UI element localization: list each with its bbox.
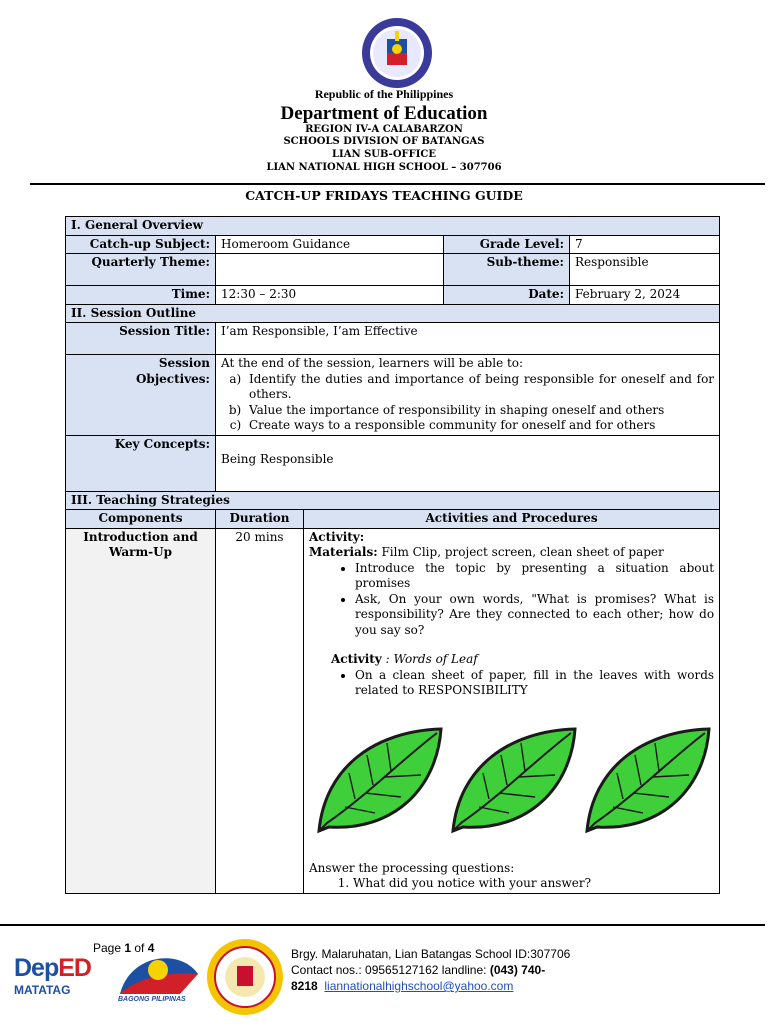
time-label: Time: <box>66 286 216 305</box>
session-title-label: Session Title: <box>66 323 216 355</box>
landline-number-end: 8218 <box>291 979 318 993</box>
activity2-bullet: • On a clean sheet of paper, fill in the leaves with words related to RESPONSIBILITY <box>355 668 714 699</box>
page-prefix: Page <box>93 941 125 955</box>
header-country: Republic of the Philippines <box>314 87 454 101</box>
matatag-logo-text: MATATAG <box>14 983 71 997</box>
footer-contact-2 <box>291 978 570 994</box>
activity-bullet: • Ask, On your own words, "What is promises? What is responsibility? Are they connected to each other; how do you say so? <box>355 592 714 639</box>
grade-label: Grade Level: <box>444 235 570 254</box>
footer-divider <box>0 924 765 926</box>
footer-contact <box>291 962 570 978</box>
objective-item: a. Identify the duties and importance of being responsible for oneself and for others. <box>245 372 714 403</box>
header-department: Department of Education <box>280 103 488 124</box>
subtheme-value: Responsible <box>570 254 720 286</box>
activity-bullet: • Introduce the topic by presenting a situation about promises <box>355 561 714 592</box>
contact-numbers: Contact nos.: 09565127162 landline: <box>291 963 490 977</box>
theme-value <box>216 254 444 286</box>
activity-label: Activity: <box>309 529 365 544</box>
deped-seal-icon <box>361 17 433 89</box>
activity2-bullets <box>309 668 714 699</box>
key-concepts-value: Being Responsible <box>216 435 720 491</box>
section-session-outline: II. Session Outline <box>66 304 720 323</box>
objective-item: c. Create ways to a responsible community for oneself and for others <box>245 418 714 434</box>
component-cell: Introduction and Warm-Up <box>66 528 216 893</box>
processing-questions <box>309 876 714 892</box>
subject-value: Homeroom Guidance <box>216 235 444 254</box>
header-region: REGION IV-A CALABARZON <box>305 124 463 135</box>
page-total: 4 <box>147 941 155 955</box>
landline-number: (043) 740- <box>489 963 546 977</box>
activity2-label: Activity <box>331 652 382 666</box>
materials-line <box>309 545 714 561</box>
processing-question: 1. What did you notice with your answer? <box>353 876 714 892</box>
school-seal-icon <box>206 938 284 1016</box>
email-link[interactable]: liannationalhighschool@yahoo.com <box>324 979 514 993</box>
theme-label: Quarterly Theme: <box>66 254 216 286</box>
subject-label: Catch-up Subject: <box>66 235 216 254</box>
processing-intro: Answer the processing questions: <box>309 860 515 875</box>
page-current: 1 <box>124 941 132 955</box>
activity2-sep: : <box>381 652 394 666</box>
objectives-list <box>221 372 714 434</box>
objectives-label-line-1: Session <box>158 356 210 370</box>
date-label: Date: <box>444 286 570 305</box>
key-concepts-label: Key Concepts: <box>66 435 216 491</box>
deped-logo-ed: ED <box>58 954 91 982</box>
date-value: February 2, 2024 <box>570 286 720 305</box>
activities-cell <box>304 528 720 893</box>
bagong-pilipinas-text: BAGONG PILIPINAS <box>118 996 186 1003</box>
document-title: CATCH-UP FRIDAYS TEACHING GUIDE <box>245 188 523 203</box>
materials-value: Film Clip, project screen, clean sheet of paper <box>381 545 664 559</box>
header-school: LIAN NATIONAL HIGH SCHOOL – 307706 <box>266 162 502 173</box>
page-sep: of <box>131 941 148 955</box>
header-division: SCHOOLS DIVISION OF BATANGAS <box>283 136 485 147</box>
deped-logo-dep: Dep <box>14 954 59 982</box>
subtheme-label: Sub-theme: <box>444 254 570 286</box>
leaf-icon <box>583 727 713 835</box>
activity2-line <box>309 652 714 668</box>
col-header-activities: Activities and Procedures <box>304 510 720 529</box>
objectives-cell <box>216 355 720 436</box>
col-header-duration: Duration <box>216 510 304 529</box>
section-teaching-strategies: III. Teaching Strategies <box>66 491 720 510</box>
leaves-row <box>315 727 714 835</box>
teaching-guide-table <box>65 216 720 894</box>
session-title-value: I’am Responsible, I’am Effective <box>216 323 720 355</box>
section-general-overview: I. General Overview <box>66 217 720 236</box>
activity2-title: Words of Leaf <box>393 652 478 666</box>
leaf-icon <box>315 727 445 835</box>
materials-label: Materials: <box>309 545 378 559</box>
footer-address-block <box>291 946 570 994</box>
objectives-label <box>66 355 216 436</box>
objectives-label-line-2: Objectives: <box>135 371 210 386</box>
objectives-intro: At the end of the session, learners will be able to: <box>221 356 524 370</box>
footer-address: Brgy. Malaruhatan, Lian Batangas School ID:307706 <box>291 947 571 961</box>
time-value: 12:30 – 2:30 <box>216 286 444 305</box>
activity-bullets <box>309 561 714 639</box>
deped-logo <box>14 954 91 983</box>
objective-item: b. Value the importance of responsibility in shaping oneself and others <box>245 403 714 419</box>
col-header-components: Components <box>66 510 216 529</box>
leaf-icon <box>449 727 579 835</box>
header-divider <box>30 183 765 185</box>
duration-cell: 20 mins <box>216 528 304 893</box>
grade-value: 7 <box>570 235 720 254</box>
header-sub-office: LIAN SUB-OFFICE <box>332 149 436 160</box>
